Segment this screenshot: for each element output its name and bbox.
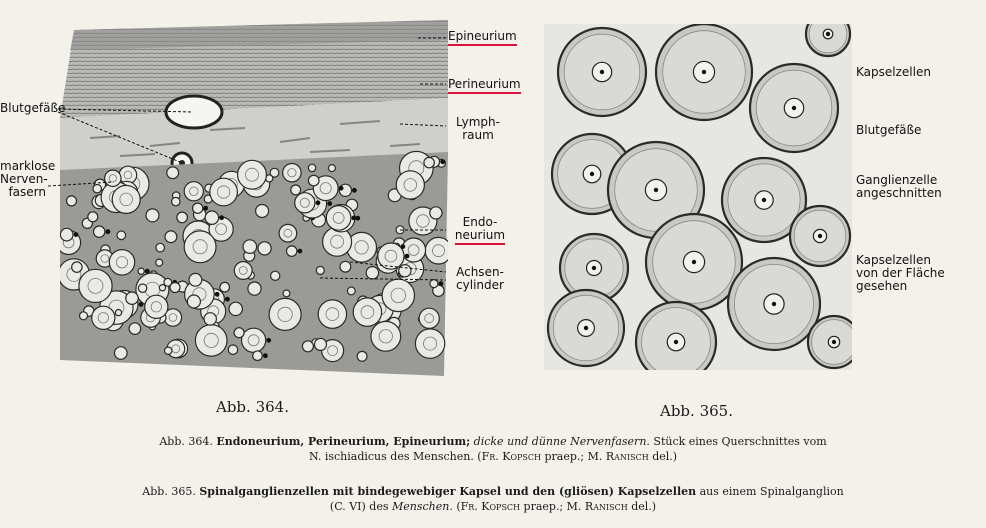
nucleolus: [592, 266, 596, 270]
figure-365-image: [544, 24, 852, 370]
label-ganglienzelle: Ganglienzelle angeschnitten: [856, 173, 942, 200]
nucleolus: [826, 32, 830, 36]
label-blutgefaesse-365: Blutgefäße: [856, 123, 922, 137]
figure-number-365: Abb. 365.: [660, 402, 733, 420]
label-achsencylinder: Achsen- cylinder: [456, 265, 504, 292]
nucleolus: [772, 302, 776, 306]
label-epineurium: Epineurium: [448, 30, 517, 43]
nucleolus: [692, 260, 696, 264]
nucleolus: [584, 326, 588, 330]
label-perineurium: Perineurium: [448, 78, 521, 91]
nucleolus: [832, 340, 836, 344]
label-blutgefaesse-364: Blutgefäße: [0, 101, 66, 115]
nucleolus: [702, 70, 706, 74]
label-marklose-nervenfasern: marklose Nerven- fasern: [0, 159, 56, 199]
label-kapselzellen-flaeche: Kapselzellen von der Fläche gesehen: [856, 253, 945, 293]
label-kapselzellen: Kapselzellen: [856, 65, 931, 79]
nucleolus: [818, 234, 822, 238]
nucleolus: [654, 188, 658, 192]
figure-number-364: Abb. 364.: [216, 398, 289, 416]
nucleolus: [590, 172, 594, 176]
caption-364: Abb. 364. Endoneurium, Perineurium, Epineurium; dicke und dünne Nervenfasern. Stück eines Querschnittes vom N. ischiadicus des Menschen. (Fr. Kopsch praep.; M. Ranisch del.): [159, 435, 827, 463]
label-endoneurium: Endo- neurium: [450, 216, 510, 242]
caption-365: Abb. 365. Spinalganglienzellen mit bindegewebiger Kapsel und den (gliösen) Kapselzellen aus einem Spinalganglion (C. VI) des Menschen. (Fr. Kopsch praep.; M. Ranisch del.): [142, 485, 844, 513]
nucleolus: [792, 106, 796, 110]
label-lymphraum: Lymph- raum: [456, 115, 500, 142]
nucleolus: [600, 70, 604, 74]
nucleolus: [762, 198, 766, 202]
nucleolus: [674, 340, 678, 344]
